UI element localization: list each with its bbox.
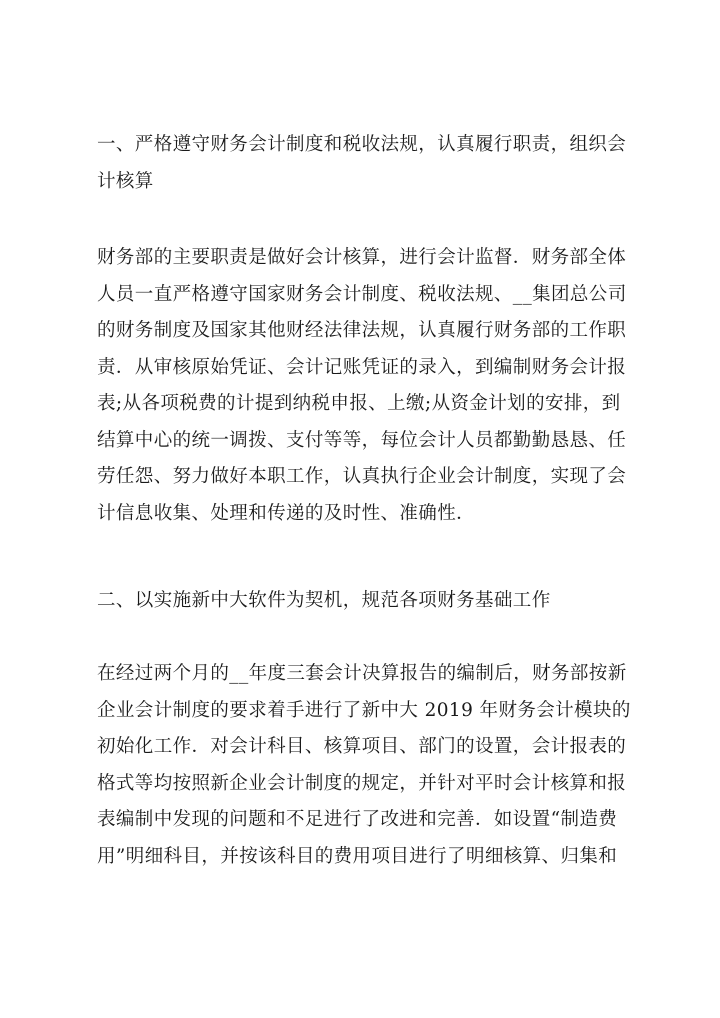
paragraph-line: 表;从各项税费的计提到纳税申报、上缴;从资金计划的安排，到 xyxy=(97,393,621,414)
paragraph-line: 用”明细科目，并按该科目的费用项目进行了明细核算、归集和 xyxy=(97,845,618,867)
paragraph-line: 劳任怨、努力做好本职工作，认真执行企业会计制度，实现了会 xyxy=(97,466,627,487)
heading-line: 计核算 xyxy=(97,170,154,192)
heading-line: 二、以实施新中大软件为契机，规范各项财务基础工作 xyxy=(97,590,551,611)
paragraph-line: 企业会计制度的要求着手进行了新中大 2019 年财务会计模块的 xyxy=(97,699,631,721)
paragraph-line: 计信息收集、处理和传递的及时性、准确性． xyxy=(97,502,476,524)
paragraph-line: 在经过两个月的__年度三套会计决算报告的编制后，财务部按新 xyxy=(97,663,627,684)
section-paragraph-2 xyxy=(97,656,637,875)
paragraph-line: 表编制中发现的问题和不足进行了改进和完善．如设置“制造费 xyxy=(97,809,618,830)
paragraph-line: 人员一直严格遵守国家财务会计制度、税收法规、__集团总公司 xyxy=(97,283,627,305)
section-heading-1 xyxy=(97,127,637,200)
paragraph-line: 格式等均按照新企业会计制度的规定，并针对平时会计核算和报 xyxy=(97,772,627,794)
paragraph-line: 财务部的主要职责是做好会计核算，进行会计监督．财务部全体 xyxy=(97,247,627,268)
paragraph-line: 责．从审核原始凭证、会计记账凭证的录入，到编制财务会计报 xyxy=(97,356,627,378)
paragraph-line: 结算中心的统一调拨、支付等等，每位会计人员都勤勤恳恳、任 xyxy=(97,429,627,451)
paragraph-line: 初始化工作．对会计科目、核算项目、部门的设置，会计报表的 xyxy=(97,736,627,757)
section-paragraph-1 xyxy=(97,240,637,532)
section-heading-2 xyxy=(97,583,637,620)
paragraph-line: 的财务制度及国家其他财经法律法规，认真履行财务部的工作职 xyxy=(97,320,627,341)
heading-line: 一、严格遵守财务会计制度和税收法规，认真履行职责，组织会 xyxy=(97,134,627,155)
